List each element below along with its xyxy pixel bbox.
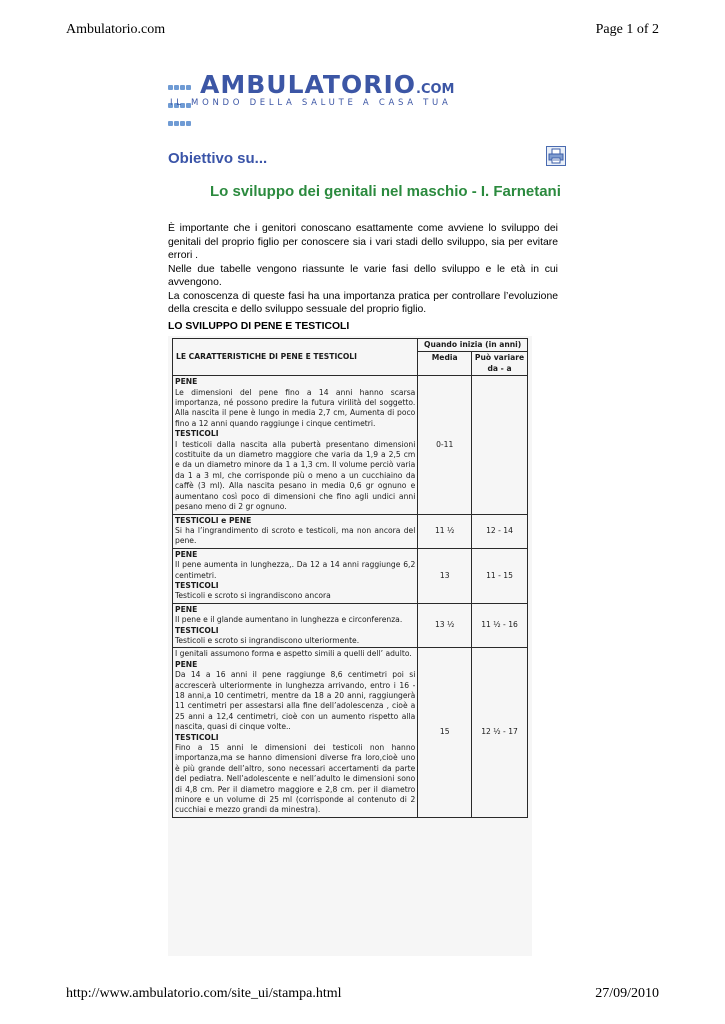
block-text: Si ha l’ingrandimento di scroto e testicoli, ma non ancora del pene. [175,525,416,546]
block-text: I testicoli dalla nascita alla pubertà presentano dimensioni costituite da un diametro maggiore che varia da 1,9 a 2,5 cm e da un diametro minore da 1 a 1,3 cm. Il volume perciò varia da 1 a 3 ml, che corrisponde più o meno a un cucchiaino da caffè (3 ml). Alla nascita pesano in media 0,6 gr ognuno e aumentano così poco di dimensioni che fino agli undici anni pesano meno di 2 gr ognuno. [175,439,416,512]
logo-tagline: IL MONDO DELLA SALUTE A CASA TUA [170,98,452,108]
logo-wordmark: AMBULATORIO.COM [200,70,455,99]
footer-date: 27/09/2010 [595,986,659,1001]
header-site-name: Ambulatorio.com [66,22,166,37]
block-text: Testicoli e scroto si ingrandiscono ancora [175,591,331,601]
site-logo[interactable] [168,72,458,108]
table-header-range: Può variare da - a [472,352,528,376]
age-range-cell: 11 ½ - 16 [472,603,528,648]
logo-dots-icon [168,78,196,100]
average-age-cell: 13 ½ [418,603,472,648]
table-row [173,514,528,548]
table-header-average: Media [418,352,472,376]
development-table [172,338,528,818]
printer-icon[interactable] [546,146,566,166]
average-age-cell: 15 [418,648,472,818]
block-heading: PENE [175,549,198,559]
block-text: Le dimensioni del pene fino a 14 anni hanno scarsa importanza, né possono predire la futura virilità del soggetto. Alla nascita il pene è lungo in media 2,7 cm, Aumenta di poco fino a 12 anni quando raggiunge i cinque centimetri. [175,387,416,428]
block-heading: TESTICOLI [175,732,219,742]
block-text: Testicoli e scroto si ingrandiscono ulteriormente. [175,635,360,645]
block-heading: TESTICOLI [175,580,219,590]
footer-url: http://www.ambulatorio.com/site_ui/stampa.html [66,986,342,1001]
block-text: Il pene aumenta in lunghezza,. Da 12 a 14 anni raggiunge 6,2 centimetri. [175,560,416,580]
age-range-cell: 12 ½ - 17 [472,648,528,818]
intro-paragraph: La conoscenza di queste fasi ha una importanza pratica per controllare l’evoluzione della crescita e dello sviluppo sessuale del proprio figlio. [168,290,558,315]
block-heading: PENE [175,659,198,669]
average-age-cell: 11 ½ [418,514,472,548]
table-row [173,603,528,648]
table-header-characteristics: LE CARATTERISTICHE DI PENE E TESTICOLI [173,339,418,376]
average-age-cell: 13 [418,548,472,603]
block-text: Da 14 a 16 anni il pene raggiunge 8,6 centimetri poi si accrescerà ulteriormente in lunghezza arrivando, entro i 16 - 18 anni,a 10 centimetri, mentre da 18 a 20 anni, raggiungerà 11 centimetri per assestarsi alla fine dell’adolescenza , cioè a 25 anni a 12,4 centimetri, cioè con un aumento rispetto alla nascita, quasi di cinque volte.. [175,670,416,732]
block-text: Fino a 15 anni le dimensioni dei testicoli non hanno importanza,ma se hanno dimensioni diverse fra loro,cioè uno è più grande dell’altro, sono necessari accertamenti da parte del pediatra. Nell’adolescente e nell’adulto le dimensioni sono di 4,8 cm. Per il diametro maggiore e 2,8 cm. per il diametro minore e un volume di 25 ml (corrisponde al contenuto di 2 cucchiai e mezzo grandi da minestra). [175,743,416,815]
block-heading: TESTICOLI [175,625,219,635]
block-heading: TESTICOLI [175,429,219,439]
description-cell [173,548,418,603]
block-heading: PENE [175,377,198,387]
block-heading: TESTICOLI e PENE [175,515,252,525]
age-range-cell: 11 - 15 [472,548,528,603]
intro-paragraph: Nelle due tabelle vengono riassunte le varie fasi dello sviluppo e le età in cui avvengono. [168,263,558,288]
intro-paragraph: È importante che i genitori conoscano esattamente come avviene lo sviluppo dei genitali del proprio figlio per conoscere sia i vari stadi dello sviluppo, sia per evitare errori . [168,223,558,261]
description-cell [173,648,418,818]
table-header-when: Quando inizia (in anni) [418,339,528,352]
development-table-image [168,336,532,956]
description-cell [173,376,418,514]
table-row [173,648,528,818]
description-cell [173,514,418,548]
table-section-title: LO SVILUPPO DI PENE E TESTICOLI [168,321,350,332]
description-cell [173,603,418,648]
average-age-cell: 0-11 [418,376,472,514]
table-row [173,548,528,603]
age-range-cell [472,376,528,514]
intro-text [168,222,558,317]
block-heading: PENE [175,604,198,614]
section-label: Obiettivo su... [168,150,268,167]
age-range-cell: 12 - 14 [472,514,528,548]
block-text: I genitali assumono forma e aspetto simili a quelli dell’ adulto. [175,649,412,659]
header-page-number: Page 1 of 2 [595,22,659,37]
table-row [173,376,528,514]
article-title: Lo sviluppo dei genitali nel maschio - I. Farnetani [210,183,561,200]
block-text: Il pene e il glande aumentano in lunghezza e circonferenza. [175,615,403,625]
